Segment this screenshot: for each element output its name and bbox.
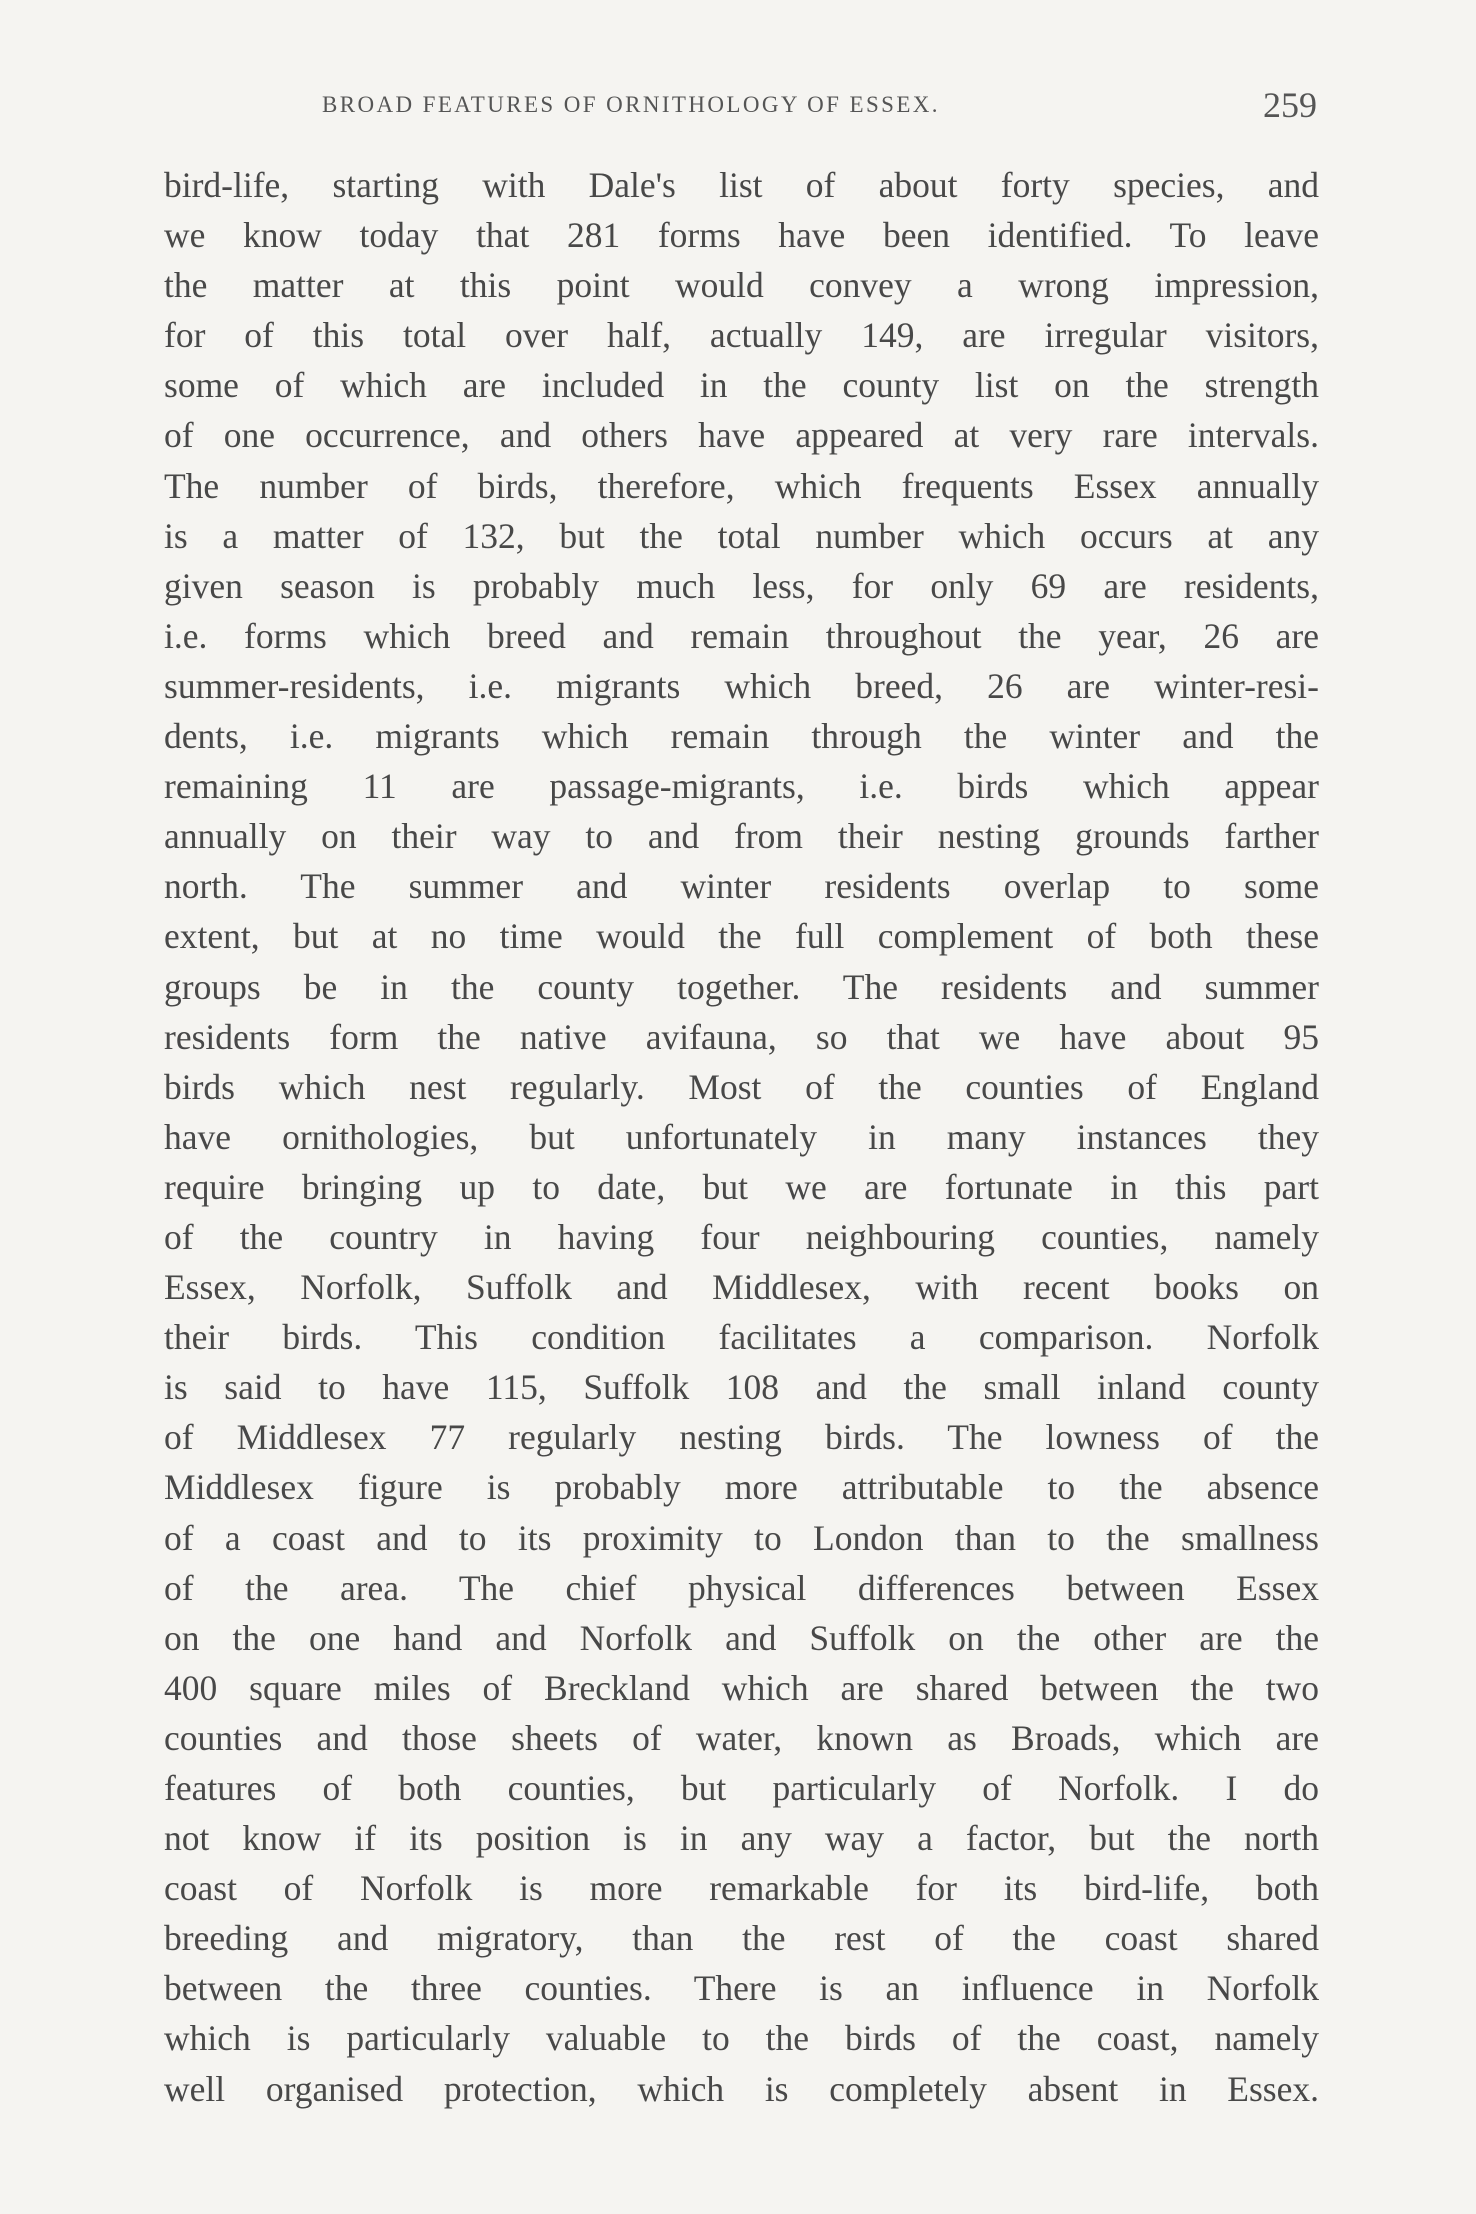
text-line: The number of birds, therefore, which frequents Essex annually bbox=[164, 465, 1319, 506]
text-line: 400 square miles of Breckland which are shared between the two bbox=[164, 1667, 1319, 1708]
body-text bbox=[164, 160, 1319, 2114]
text-line: features of both counties, but particularly of Norfolk. I do bbox=[164, 1768, 1319, 1808]
text-line: the matter at this point would convey a wrong impression, bbox=[164, 265, 1319, 306]
text-line: coast of Norfolk is more remarkable for its bird-life, both bbox=[164, 1868, 1319, 1909]
text-line: of a coast and to its proximity to London than to the smallness bbox=[164, 1517, 1319, 1558]
running-head bbox=[322, 84, 1317, 134]
text-line: remaining 11 are passage-migrants, i.e. birds which appear bbox=[164, 766, 1319, 807]
page-number: 259 bbox=[1263, 85, 1317, 125]
text-line: i.e. forms which breed and remain throughout the year, 26 are bbox=[164, 615, 1319, 656]
text-line: of the country in having four neighbouring counties, namely bbox=[164, 1216, 1319, 1257]
text-line: dents, i.e. migrants which remain through the winter and the bbox=[164, 716, 1319, 757]
text-line: counties and those sheets of water, known as Broads, which are bbox=[164, 1717, 1319, 1758]
text-line: extent, but at no time would the full complement of both these bbox=[164, 916, 1319, 957]
text-line: Essex, Norfolk, Suffolk and Middlesex, with recent books on bbox=[164, 1267, 1319, 1308]
text-line: between the three counties. There is an influence in Norfolk bbox=[164, 1968, 1319, 2009]
text-line: breeding and migratory, than the rest of the coast shared bbox=[164, 1918, 1319, 1959]
text-line: their birds. This condition facilitates a comparison. Norfolk bbox=[164, 1317, 1319, 1358]
text-line: of the area. The chief physical differences between Essex bbox=[164, 1567, 1319, 1608]
text-line: for of this total over half, actually 149, are irregular visitors, bbox=[164, 315, 1319, 356]
text-line: bird-life, starting with Dale's list of about forty species, and bbox=[164, 165, 1319, 205]
text-line: Middlesex figure is probably more attributable to the absence bbox=[164, 1467, 1319, 1508]
text-line: some of which are included in the county list on the strength bbox=[164, 365, 1319, 406]
text-line: on the one hand and Norfolk and Suffolk on the other are the bbox=[164, 1617, 1319, 1658]
text-line: of Middlesex 77 regularly nesting birds. The lowness of the bbox=[164, 1417, 1319, 1458]
text-line: require bringing up to date, but we are fortunate in this part bbox=[164, 1166, 1319, 1207]
text-line: annually on their way to and from their nesting grounds farther bbox=[164, 816, 1319, 857]
text-line: birds which nest regularly. Most of the counties of England bbox=[164, 1066, 1319, 1107]
running-title: BROAD FEATURES OF ORNITHOLOGY OF ESSEX. bbox=[322, 92, 940, 117]
text-line: well organised protection, which is completely absent in Essex. bbox=[164, 2068, 1319, 2109]
text-line: we know today that 281 forms have been identified. To leave bbox=[164, 215, 1319, 256]
text-line: given season is probably much less, for only 69 are residents, bbox=[164, 565, 1319, 606]
text-line: have ornithologies, but unfortunately in many instances they bbox=[164, 1116, 1319, 1157]
text-line: north. The summer and winter residents overlap to some bbox=[164, 866, 1319, 907]
text-line: of one occurrence, and others have appeared at very rare intervals. bbox=[164, 415, 1319, 456]
text-line: not know if its position is in any way a factor, but the north bbox=[164, 1818, 1319, 1859]
text-line: residents form the native avifauna, so that we have about 95 bbox=[164, 1016, 1319, 1057]
text-line: summer-residents, i.e. migrants which breed, 26 are winter-resi- bbox=[164, 665, 1319, 706]
text-line: groups be in the county together. The residents and summer bbox=[164, 966, 1319, 1007]
text-line: is a matter of 132, but the total number which occurs at any bbox=[164, 515, 1319, 556]
text-line: is said to have 115, Suffolk 108 and the small inland county bbox=[164, 1367, 1319, 1408]
text-line: which is particularly valuable to the birds of the coast, namely bbox=[164, 2018, 1319, 2059]
